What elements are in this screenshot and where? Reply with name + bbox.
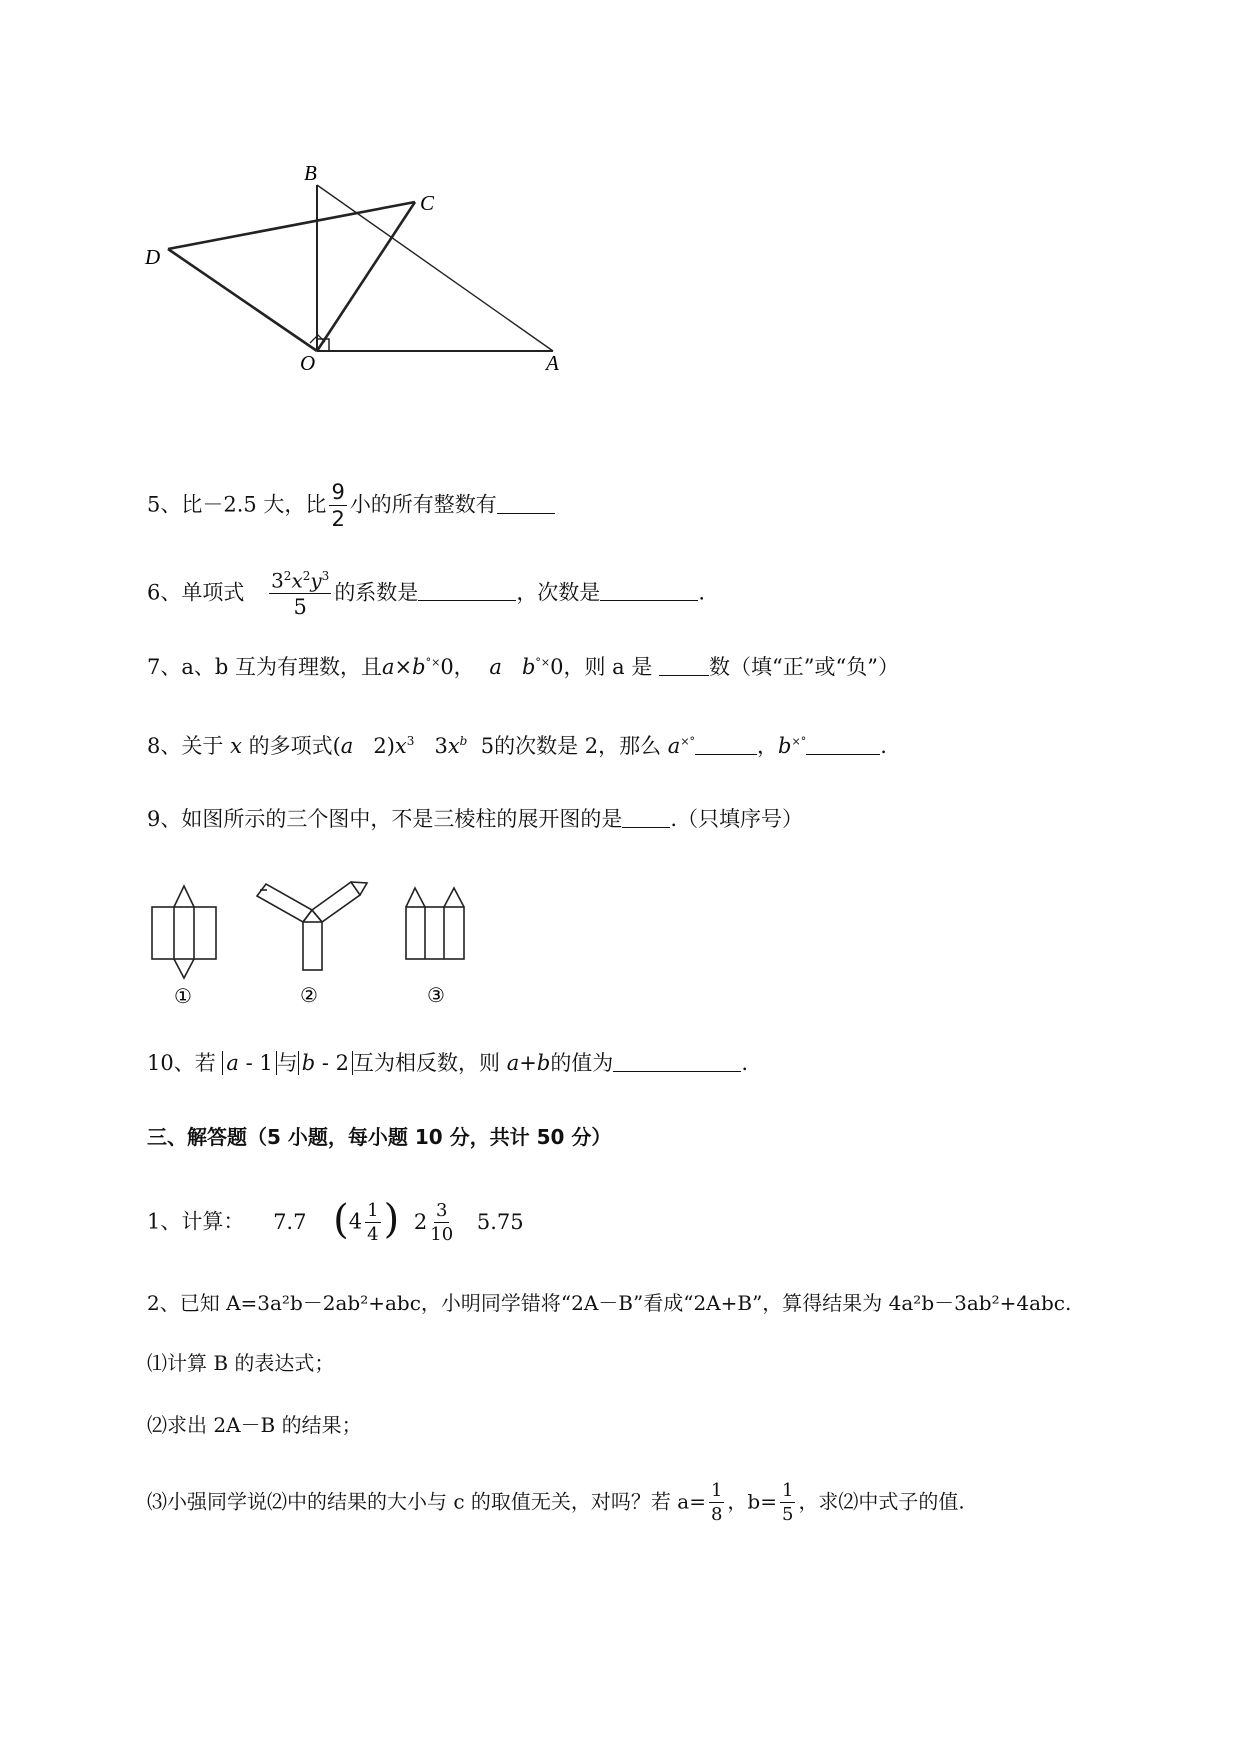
question-6: 6、单项式 $\frac{3^2x^2y^3}{5}$ 的系数是 ，次数是 . (147, 568, 705, 619)
figure-label-3: ③ (427, 983, 445, 1007)
problem-2-part-3: ⑶小强同学说⑵中的结果的大小与 c 的取值无关，对吗？若 a= $\frac{1}{8}$ ，b= $\frac{1}{5}$ ，求⑵中式子的值. (147, 1480, 965, 1525)
question-10: 10、若 a - 1 与 b - 2 互为相反数，则 a+b的值为 . (147, 1051, 748, 1075)
fraction-1-5: $\frac{1}{5}$ (781, 1480, 794, 1525)
absolute-value-b: b - 2 (298, 1051, 353, 1075)
question-5: 5、比－2.5 大，比 $\frac{9}{2}$ 小的所有整数有 (147, 482, 555, 530)
fraction-3-10: $\frac{3}{10}$ (430, 1200, 454, 1245)
sign-blank (659, 655, 709, 676)
sequence-blank (622, 807, 670, 828)
section-heading: 三、解答题（5 小题，每小题 10 分，共计 50 分） (147, 1125, 612, 1149)
sum-blank (613, 1051, 741, 1072)
problem-2-part-1: ⑴计算 B 的表达式； (147, 1351, 335, 1375)
fraction-9-2: $\frac{9}{2}$ (331, 480, 345, 531)
question-8: 8、关于 x 的多项式(a $2)x^3$ $3x^b$ 5的次数是 2，那么 a×° ，b×° . (147, 734, 887, 758)
degree-blank (600, 580, 698, 601)
question-9: 9、如图所示的三个图中，不是三棱柱的展开图的是 .（只填序号） (147, 807, 804, 831)
absolute-value-a: a - 1 (222, 1051, 276, 1075)
question-7: 7、a、b 互为有理数，且a×b°×0， a b°×0，则 a 是 数（填“正”或“负”） (147, 655, 899, 679)
geometry-figure (140, 160, 590, 390)
a-blank (695, 734, 757, 755)
figure-label-2: ② (300, 983, 318, 1007)
problem-2: 2、已知 A=3a²b－2ab²+abc，小明同学错将“2A－B”看成“2A+B”，算得结果为 4a²b－3ab²+4abc. (147, 1291, 1072, 1315)
label-c: C (420, 191, 435, 215)
problem-1: 1、计算： 7.7 (4 $\frac{1}{4}$ ) 2 $\frac{3}{10}$ 5.75 (147, 1196, 524, 1245)
fraction-1-4: $\frac{1}{4}$ (367, 1200, 379, 1245)
coefficient-blank (418, 580, 516, 601)
label-b: B (304, 161, 317, 185)
prism-net-figures (140, 870, 480, 1020)
label-d: D (145, 245, 161, 269)
label-o: O (300, 351, 316, 375)
label-a: A (546, 351, 559, 375)
b-blank (806, 734, 880, 755)
fraction-1-8: $\frac{1}{8}$ (710, 1480, 723, 1525)
answer-blank (497, 493, 555, 514)
figure-label-1: ① (174, 984, 192, 1008)
monomial-fraction: $\frac{3^2x^2y^3}{5}$ (271, 568, 330, 619)
problem-2-part-2: ⑵求出 2A－B 的结果； (147, 1413, 362, 1437)
